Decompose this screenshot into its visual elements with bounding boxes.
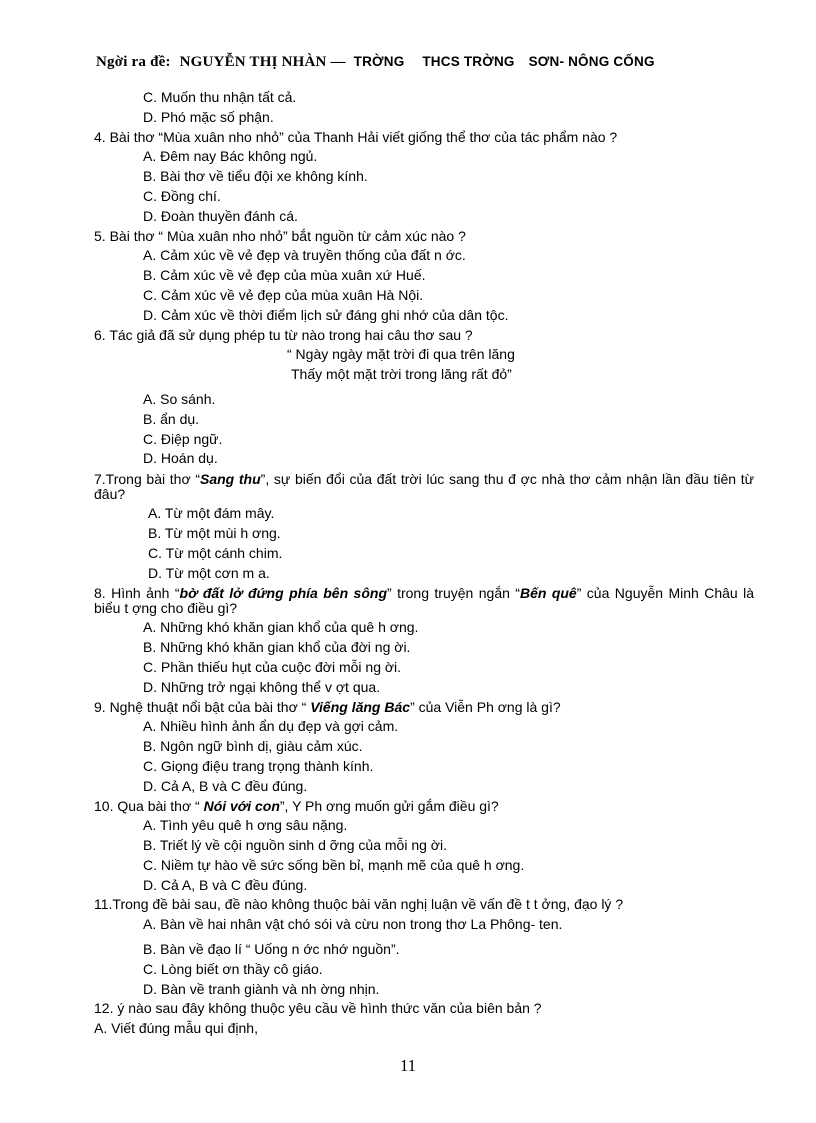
header-label: Ngời ra đề:: [96, 54, 171, 70]
header-school: [354, 54, 655, 69]
question-7: 7.Trong bài thơ “Sang thu”, sự biến đổi của đất trời lúc sang thu đ ợc nhà thơ cảm nhận lần đầu tiên từ đâu?: [94, 471, 754, 503]
option-line: D. Những trở ngại không thể v ợt qua.: [143, 678, 381, 695]
option-line: C. Điệp ngữ.: [143, 430, 223, 447]
option-line: A. Từ một đám mây.: [148, 505, 275, 522]
poem-title: Nói với con: [203, 797, 280, 814]
option-line: B. Triết lý về cội nguồn sinh d ỡng của mỗi ng ời.: [143, 837, 447, 854]
option-line: B. ẩn dụ.: [143, 410, 200, 427]
option-line: D. Cả A, B và C đều đúng.: [143, 777, 308, 794]
option-line: A. Viết đúng mẫu qui định,: [94, 1020, 258, 1037]
poem-verse: Thấy một mặt trời trong lăng rất đỏ”: [291, 366, 512, 383]
exam-content: [94, 88, 754, 1039]
option-line: C. Lòng biết ơn thầy cô giáo.: [143, 960, 323, 977]
option-line: B. Những khó khăn gian khổ của đời ng ời.: [143, 639, 411, 656]
option-line: D. Từ một cơn m a.: [148, 564, 270, 581]
option-line: A. Tình yêu quê h ơng sâu nặng.: [143, 817, 348, 834]
option-line: A. Đêm nay Bác không ngủ.: [143, 148, 318, 165]
option-line: B. Cảm xúc về vẻ đẹp của mùa xuân xứ Huế.: [143, 267, 426, 284]
option-line: D. Cảm xúc về thời điểm lịch sử đáng ghi nhớ của dân tộc.: [143, 306, 509, 323]
option-line: D. Cả A, B và C đều đúng.: [143, 876, 308, 893]
option-line: D. Đoàn thuyền đánh cá.: [143, 207, 298, 224]
option-line: C. Phần thiếu hụt của cuộc đời mỗi ng ời.: [143, 658, 402, 675]
option-line: C. Từ một cánh chim.: [148, 544, 283, 561]
header-school-part-2: THCS TRỜNG: [422, 54, 515, 69]
story-title: Bến quê: [519, 585, 577, 602]
question-12: 12. ý nào sau đây không thuộc yêu cầu về hình thức văn của biên bản ?: [94, 1000, 542, 1017]
option-line: D. Hoán dụ.: [143, 450, 218, 467]
question-6: 6. Tác giả đã sử dụng phép tu từ nào trong hai câu thơ sau ?: [94, 326, 473, 343]
option-line: C. Niềm tự hào về sức sống bền bỉ, mạnh mẽ của quê h ơng.: [143, 856, 525, 873]
option-line: A. Những khó khăn gian khổ của quê h ơng.: [143, 619, 419, 636]
option-line: B. Từ một mùi h ơng.: [148, 524, 281, 541]
option-line: A. Bàn về hai nhân vật chó sói và cừu non trong thơ La Phông- ten.: [143, 916, 563, 933]
header-school-part-3: SƠN- NÔNG CỐNG: [528, 54, 655, 69]
page-header: [96, 54, 796, 71]
question-8: 8. Hình ảnh “bờ đất lở đứng phía bên sông” trong truyện ngắn “Bến quê” của Nguyễn Minh Châu là biểu t ợng cho điều gì?: [94, 585, 755, 617]
poem-title: Viếng lăng Bác: [310, 698, 411, 715]
option-line: B. Bàn về đạo lí “ Uống n ớc nhớ nguồn”.: [143, 941, 400, 958]
option-line: A. Nhiều hình ảnh ẩn dụ đẹp và gợi cảm.: [143, 718, 399, 735]
poem-verse: “ Ngày ngày mặt trời đi qua trên lăng: [287, 346, 515, 363]
page-number: 11: [399, 1056, 417, 1075]
option-line: C. Muốn thu nhận tất cả.: [143, 89, 297, 105]
option-line: D. Bàn về tranh giành và nh ờng nhịn.: [143, 980, 380, 997]
question-10: 10. Qua bài thơ “ Nói với con”, Y Ph ơng muốn gửi gắm điều gì?: [94, 797, 499, 814]
header-author: NGUYỄN THỊ NHÀN —: [179, 54, 346, 70]
quoted-image: bờ đất lở đứng phía bên sông: [179, 585, 388, 602]
question-4: 4. Bài thơ “Mùa xuân nho nhỏ” của Thanh Hải viết giống thể thơ của tác phẩm nào ?: [94, 128, 618, 145]
option-line: B. Bài thơ về tiểu đội xe không kính.: [143, 168, 368, 185]
question-11: 11.Trong đề bài sau, đề nào không thuộc bài văn nghị luận về vấn đề t t ởng, đạo lý ?: [94, 896, 624, 913]
question-9: 9. Nghệ thuật nổi bật của bài thơ “ Viếng lăng Bác” của Viễn Ph ơng là gì?: [94, 698, 561, 715]
option-line: C. Cảm xúc về vẻ đẹp của mùa xuân Hà Nội.: [143, 286, 424, 303]
header-school-part-1: TRỜNG: [353, 54, 405, 69]
option-line: C. Đồng chí.: [143, 187, 221, 204]
question-5: 5. Bài thơ “ Mùa xuân nho nhỏ” bắt nguồn từ cảm xúc nào ?: [94, 227, 466, 244]
option-line: D. Phó mặc số phận.: [143, 108, 274, 125]
option-line: B. Ngôn ngữ bình dị, giàu cảm xúc.: [143, 738, 363, 755]
option-line: A. Cảm xúc về vẻ đẹp và truyền thống của đất n ớc.: [143, 247, 466, 264]
option-line: C. Giọng điệu trang trọng thành kính.: [143, 757, 374, 774]
option-line: A. So sánh.: [143, 390, 216, 407]
poem-title: Sang thu: [199, 471, 261, 488]
